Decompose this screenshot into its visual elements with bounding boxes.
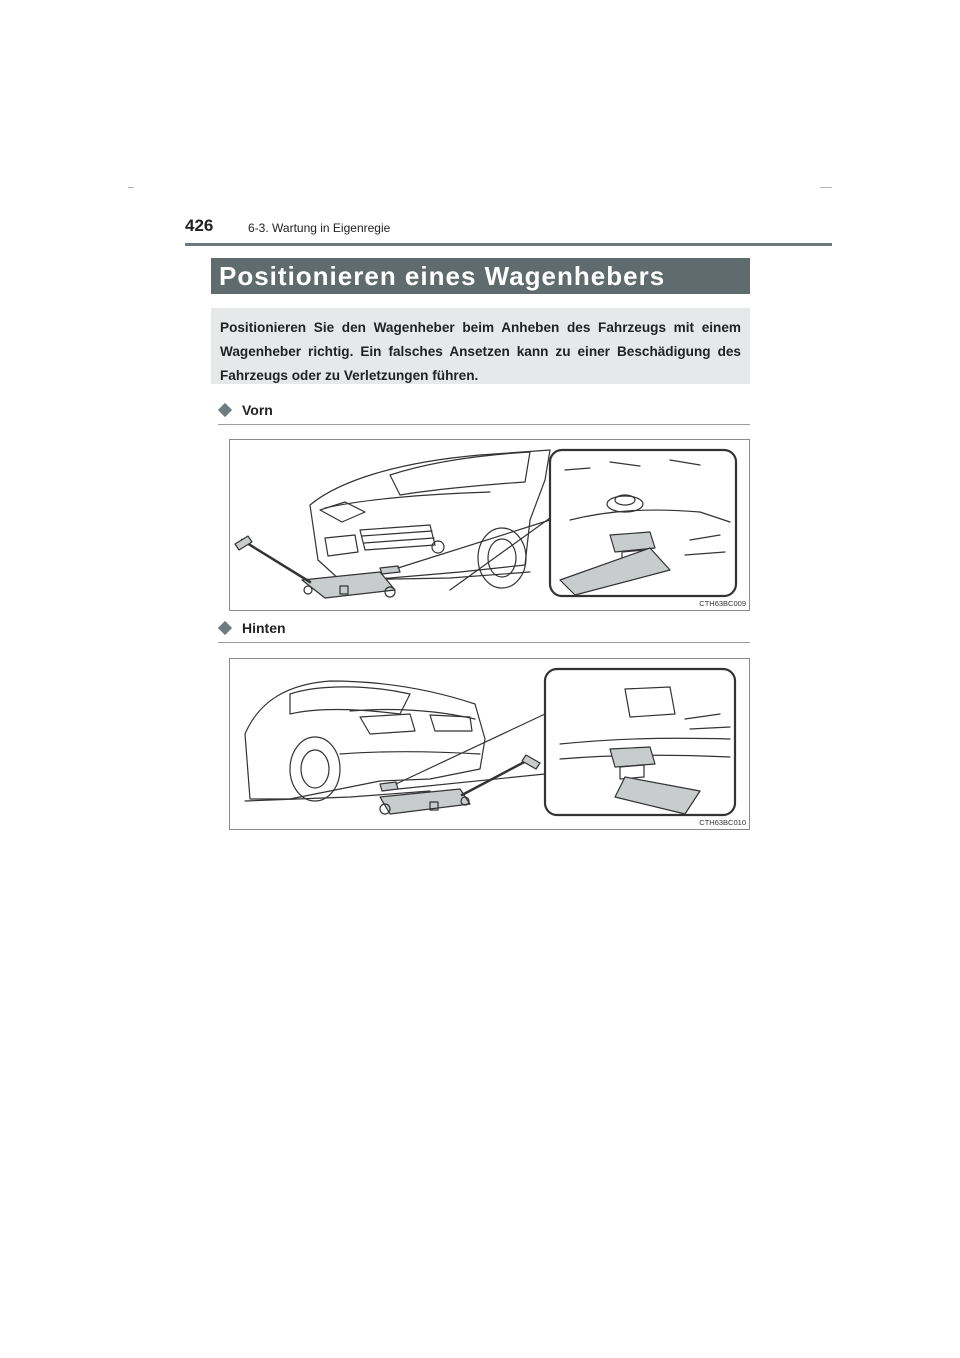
diamond-bullet-icon	[218, 403, 232, 417]
subheading-label: Hinten	[242, 620, 286, 636]
page-title: Positionieren eines Wagenhebers	[211, 258, 750, 294]
figure-code: CTH63BC009	[699, 599, 746, 608]
page-number: 426	[185, 216, 214, 235]
front-car-illustration	[230, 440, 749, 610]
diamond-bullet-icon	[218, 621, 232, 635]
intro-text: Positionieren Sie den Wagenheber beim Anheben des Fahrzeugs mit einem Wagenheber richtig. Ein falsches Ansetzen kann zu einer Beschädigung des Fahrzeugs oder zu Verletzungen führen.	[211, 308, 750, 384]
figure-code: CTH63BC010	[699, 818, 746, 827]
front-jack-illustration	[229, 439, 750, 611]
subheading-front	[218, 402, 750, 425]
rear-jack-illustration	[229, 658, 750, 830]
subheading-label: Vorn	[242, 402, 273, 418]
rear-car-illustration	[230, 659, 749, 829]
crop-mark-left	[128, 187, 134, 188]
section-header: 6-3. Wartung in Eigenregie	[248, 221, 391, 235]
header-rule	[185, 243, 832, 246]
crop-mark-right	[820, 187, 832, 188]
subheading-rear	[218, 620, 750, 643]
